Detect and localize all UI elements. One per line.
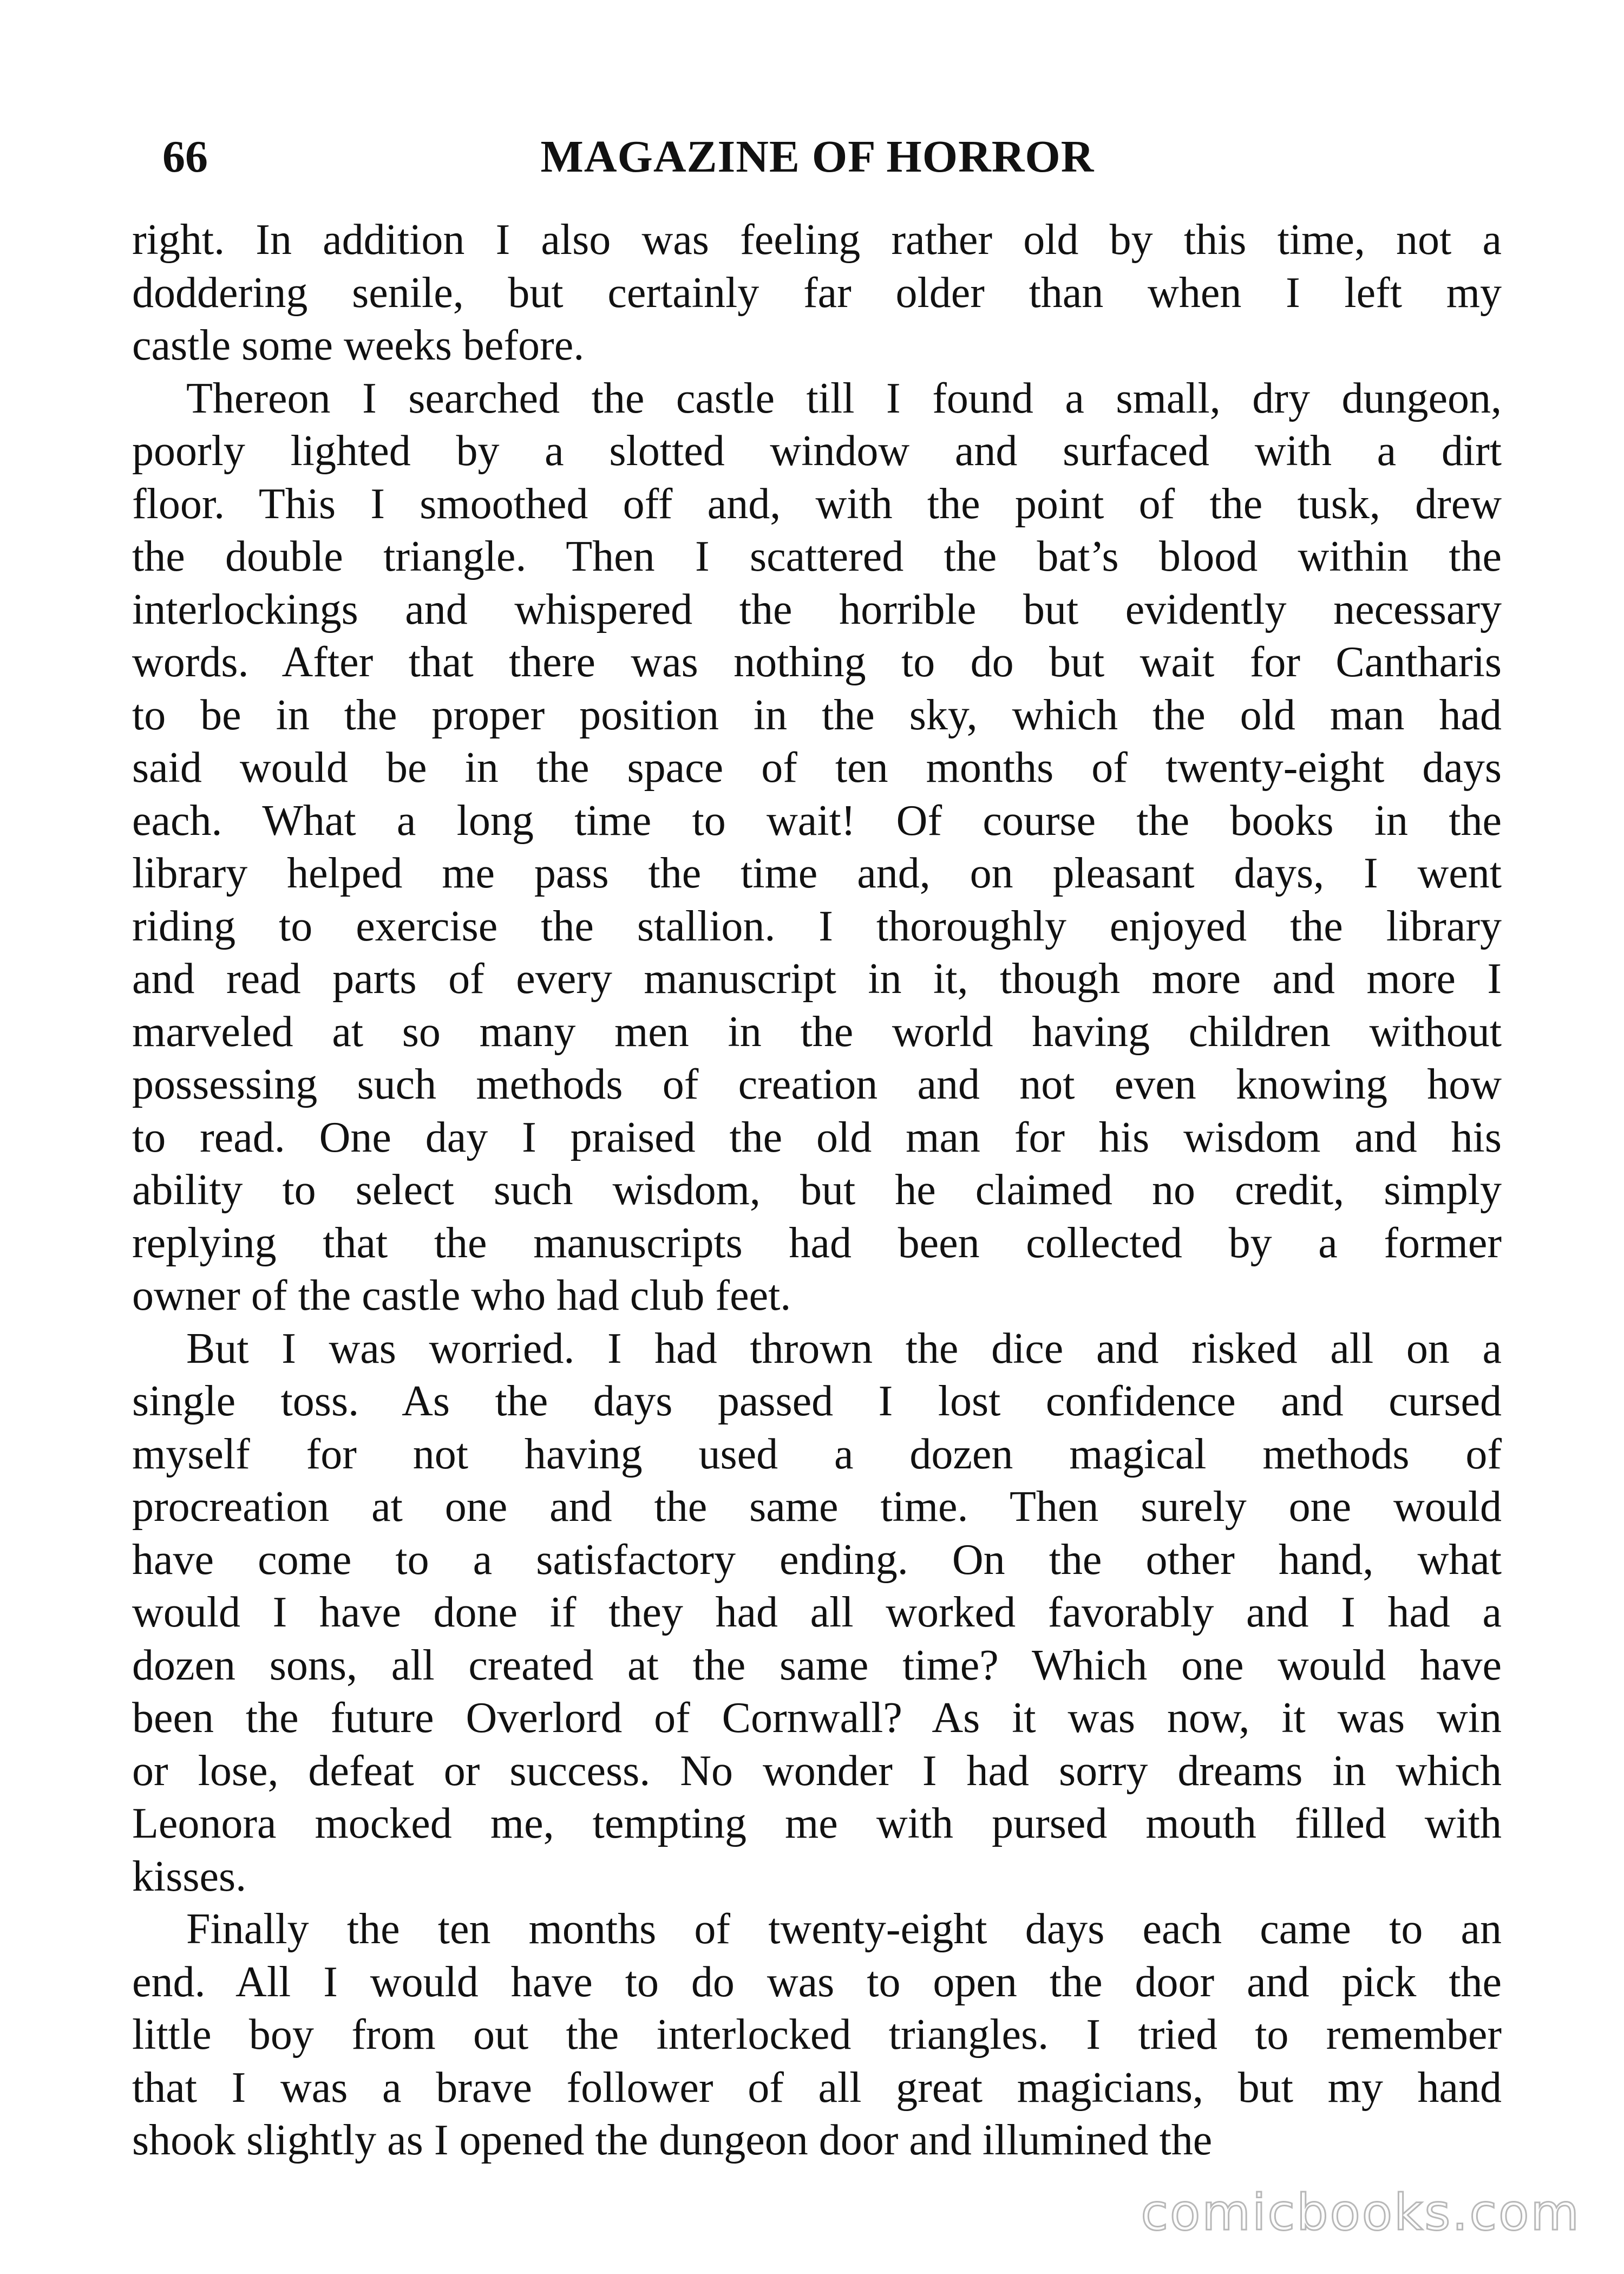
text-line: and read parts of every manuscript in it, though more and more I [132,955,1502,1003]
text-line: single toss. As the days passed I lost confidence and cursed [132,1377,1502,1425]
text-line: replying that the manuscripts had been collected by a former [132,1219,1502,1267]
text-line: castle some weeks before. [132,322,585,369]
text-line: Thereon I searched the castle till I found a small, dry dungeon, [186,374,1502,422]
paragraph [132,1323,1502,1904]
text-line: procreation at one and the same time. Then surely one would [132,1483,1502,1531]
text-line: doddering senile, but certainly far older than when I left my [132,269,1502,317]
text-line: floor. This I smoothed off and, with the point of the tusk, drew [132,480,1502,528]
body-text [132,214,1502,2167]
text-line: dozen sons, all created at the same time? Which one would have [132,1641,1502,1689]
text-line: said would be in the space of ten months of twenty-eight days [132,744,1502,792]
watermark: comicbooks.com [1141,2184,1581,2242]
text-line: Finally the ten months of twenty-eight days each came to an [186,1905,1502,1953]
paragraph [132,373,1502,1323]
text-line: marveled at so many men in the world having children without [132,1008,1502,1056]
text-line: to read. One day I praised the old man for his wisdom and his [132,1113,1502,1161]
page-header [157,127,1478,187]
text-line: shook slightly as I opened the dungeon door and illumined the [132,2116,1213,2164]
text-line: poorly lighted by a slotted window and surfaced with a dirt [132,427,1502,475]
text-line: each. What a long time to wait! Of course the books in the [132,796,1502,845]
text-line: to be in the proper position in the sky, which the old man had [132,691,1502,739]
paragraph [132,1903,1502,2167]
text-line: kisses. [132,1852,247,1900]
text-line: ability to select such wisdom, but he claimed no credit, simply [132,1166,1502,1214]
page-number: 66 [162,132,208,182]
text-line: interlockings and whispered the horrible but evidently necessary [132,585,1502,633]
paragraph [132,214,1502,373]
text-line: owner of the castle who had club feet. [132,1272,791,1319]
text-line: myself for not having used a dozen magical methods of [132,1430,1502,1478]
text-line: have come to a satisfactory ending. On the other hand, what [132,1535,1502,1584]
text-line: or lose, defeat or success. No wonder I had sorry dreams in which [132,1747,1502,1795]
text-line: been the future Overlord of Cornwall? As it was now, it was win [132,1694,1502,1742]
text-line: possessing such methods of creation and not even knowing how [132,1061,1502,1108]
text-line: words. After that there was nothing to do but wait for Cantharis [132,638,1502,686]
text-line: riding to exercise the stallion. I thoroughly enjoyed the library [132,902,1502,950]
text-line: library helped me pass the time and, on pleasant days, I went [132,850,1502,897]
text-line: right. In addition I also was feeling rather old by this time, not a [132,216,1502,264]
text-line: would I have done if they had all worked favorably and I had a [132,1589,1502,1636]
text-line: the double triangle. Then I scattered the bat’s blood within the [132,533,1502,580]
text-line: But I was worried. I had thrown the dice and risked all on a [186,1324,1502,1373]
text-line: that I was a brave follower of all great magicians, but my hand [132,2063,1502,2112]
text-line: end. All I would have to do was to open the door and pick the [132,1958,1502,2006]
running-head: MAGAZINE OF HORROR [540,132,1095,182]
text-line: Leonora mocked me, tempting me with pursed mouth filled with [132,1800,1502,1847]
text-line: little boy from out the interlocked triangles. I tried to remember [132,2011,1502,2059]
